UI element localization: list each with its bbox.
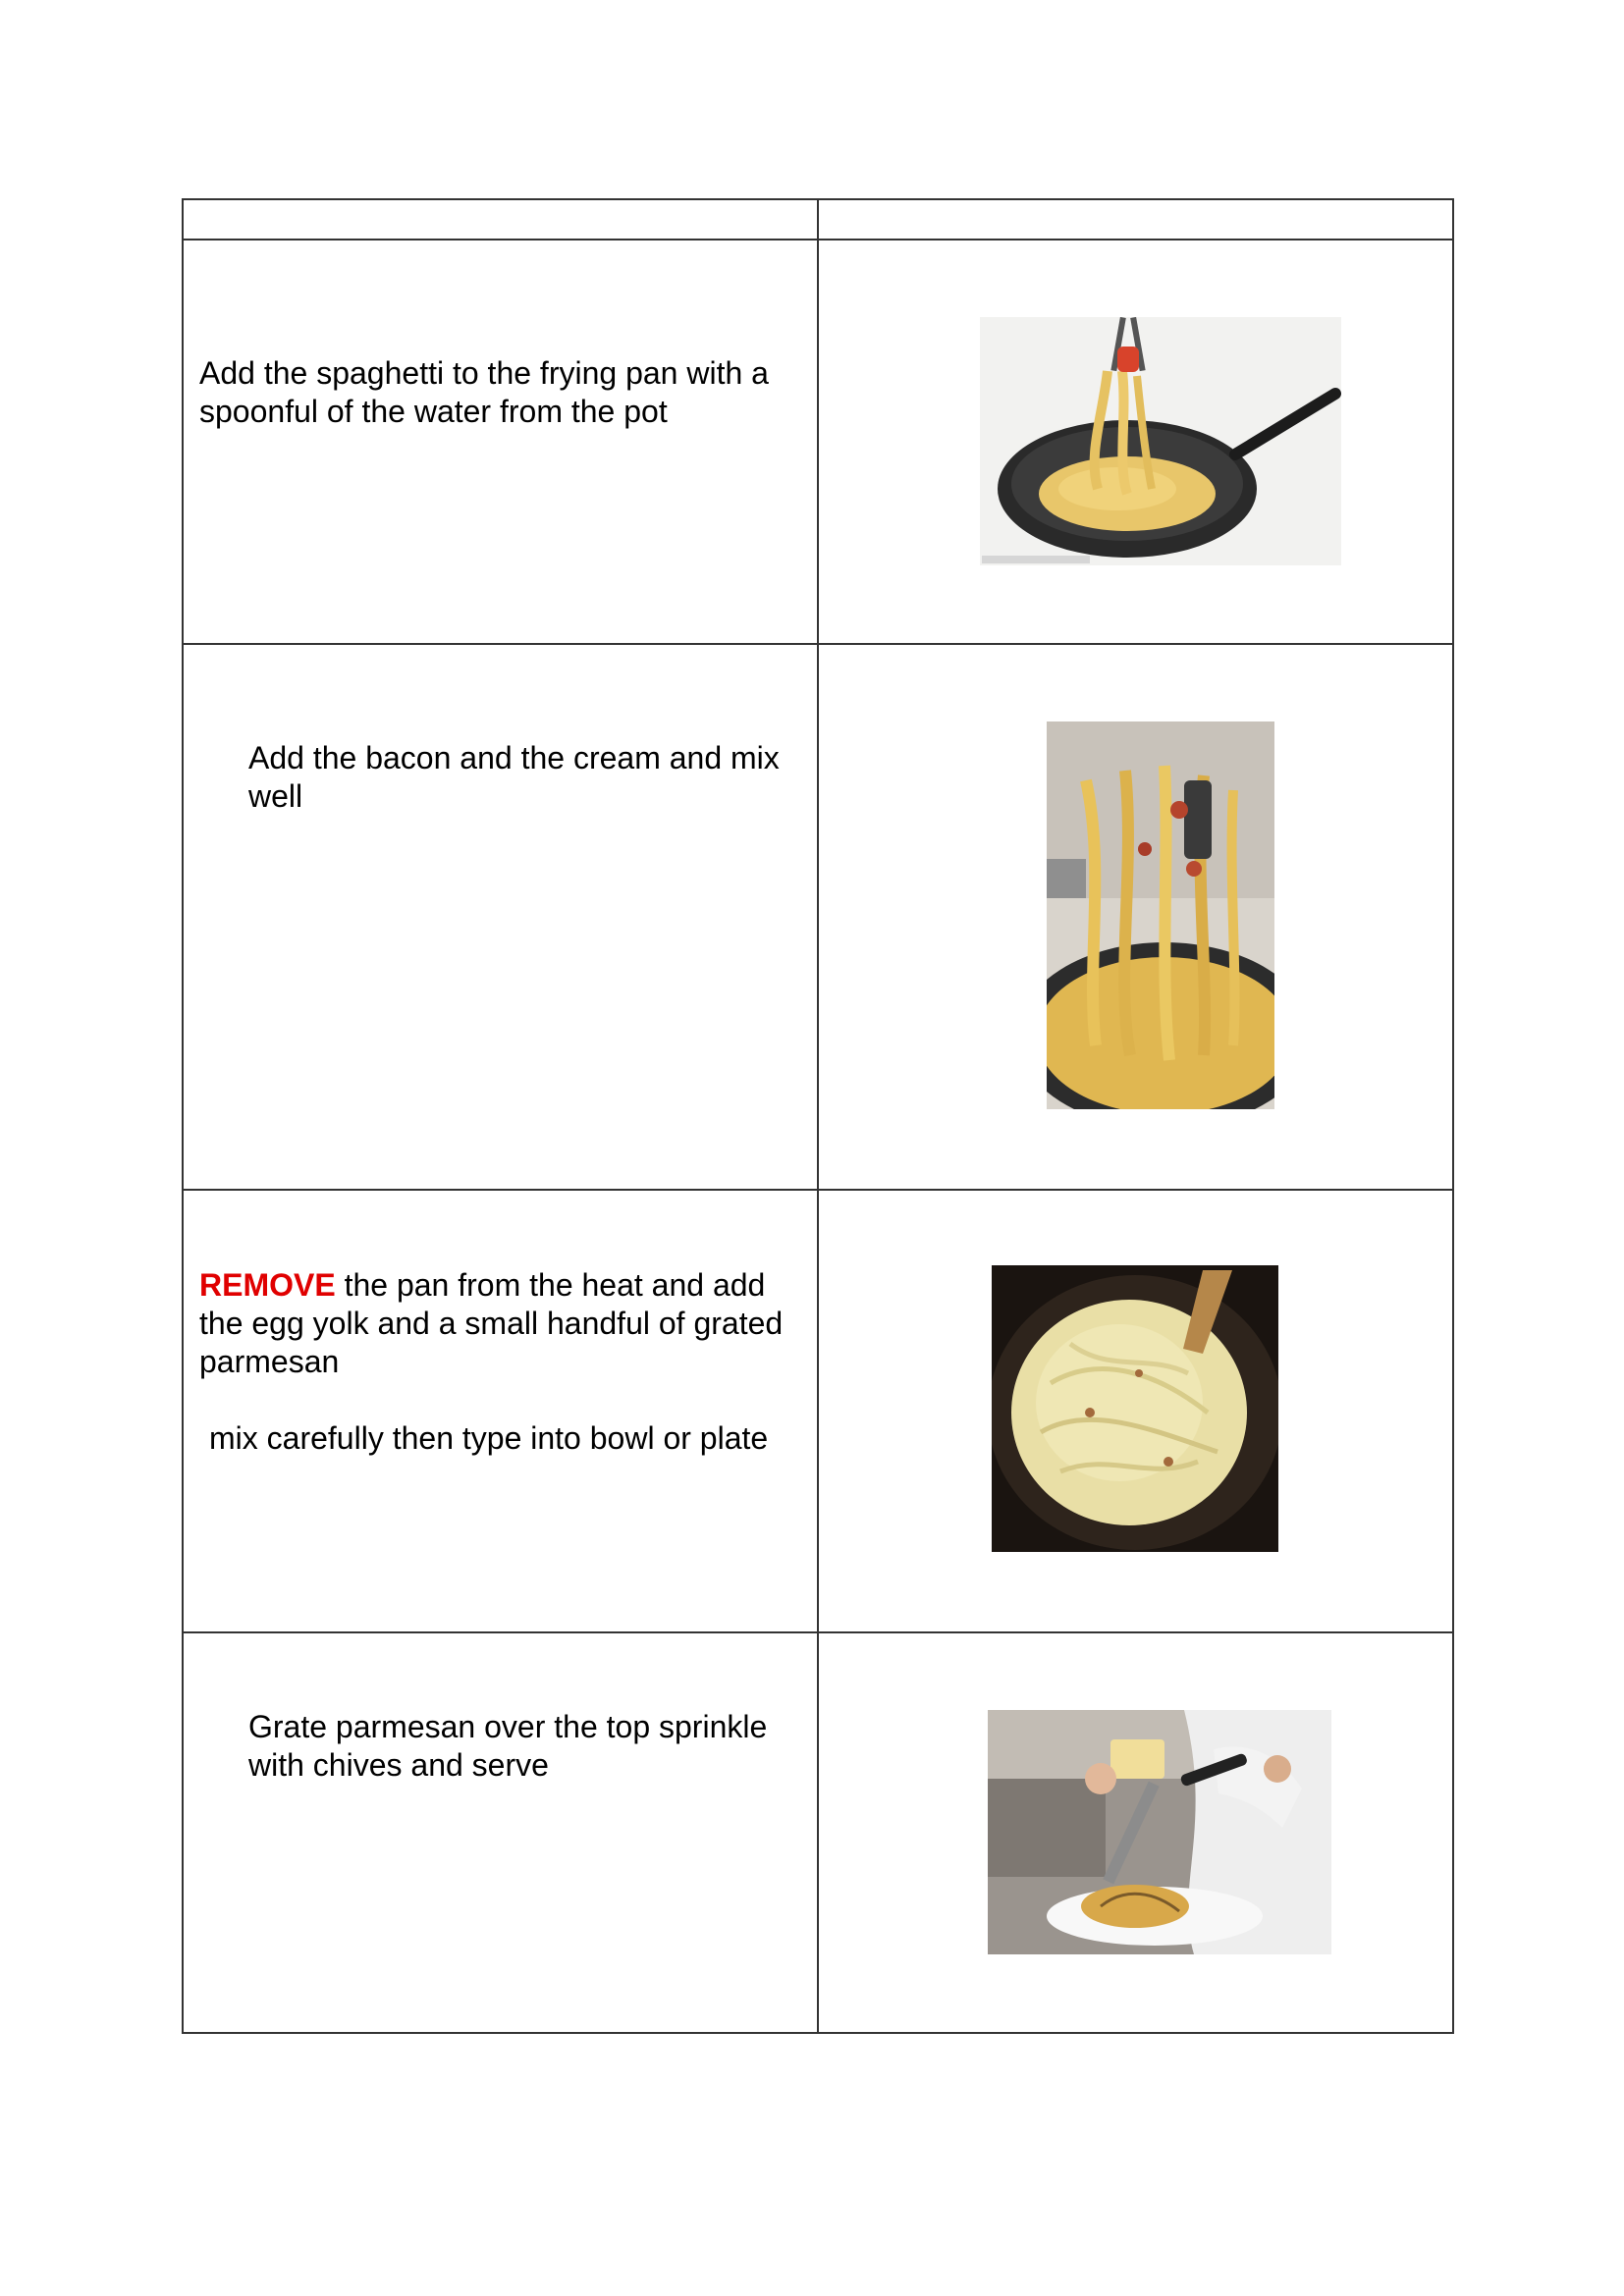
step-image-cell [818, 644, 1453, 1190]
carbonara-pan-photo [992, 1265, 1278, 1552]
step-image-cell [818, 1632, 1453, 2033]
step-3-body: the pan from the heat and add the egg yolk and a small handful of grated parmesan [199, 1267, 784, 1379]
table-row [183, 1190, 1453, 1632]
step-3-text [184, 1191, 817, 1458]
step-3-followup: mix carefully then type into bowl or plate [209, 1420, 769, 1456]
header-cell-instructions [183, 199, 818, 240]
table-row [183, 1632, 1453, 2033]
remove-emphasis: REMOVE [199, 1267, 336, 1303]
step-text-cell [183, 1190, 818, 1632]
step-text-cell [183, 644, 818, 1190]
step-text-cell [183, 240, 818, 644]
table-header-row [183, 199, 1453, 240]
step-text-cell [183, 1632, 818, 2033]
recipe-steps-table [182, 198, 1454, 2034]
spaghetti-wok-photo [980, 317, 1341, 565]
table-row [183, 644, 1453, 1190]
chef-grating-parmesan-photo [988, 1710, 1331, 1954]
step-4-text: Grate parmesan over the top sprinkle with chives and serve [248, 1709, 768, 1783]
spaghetti-bacon-photo [1047, 721, 1274, 1109]
header-cell-images [818, 199, 1453, 240]
step-image-cell [818, 240, 1453, 644]
table-row [183, 240, 1453, 644]
step-2-text: Add the bacon and the cream and mix well [248, 740, 780, 814]
step-1-text: Add the spaghetti to the frying pan with a spoonful of the water from the pot [199, 355, 769, 429]
step-image-cell [818, 1190, 1453, 1632]
